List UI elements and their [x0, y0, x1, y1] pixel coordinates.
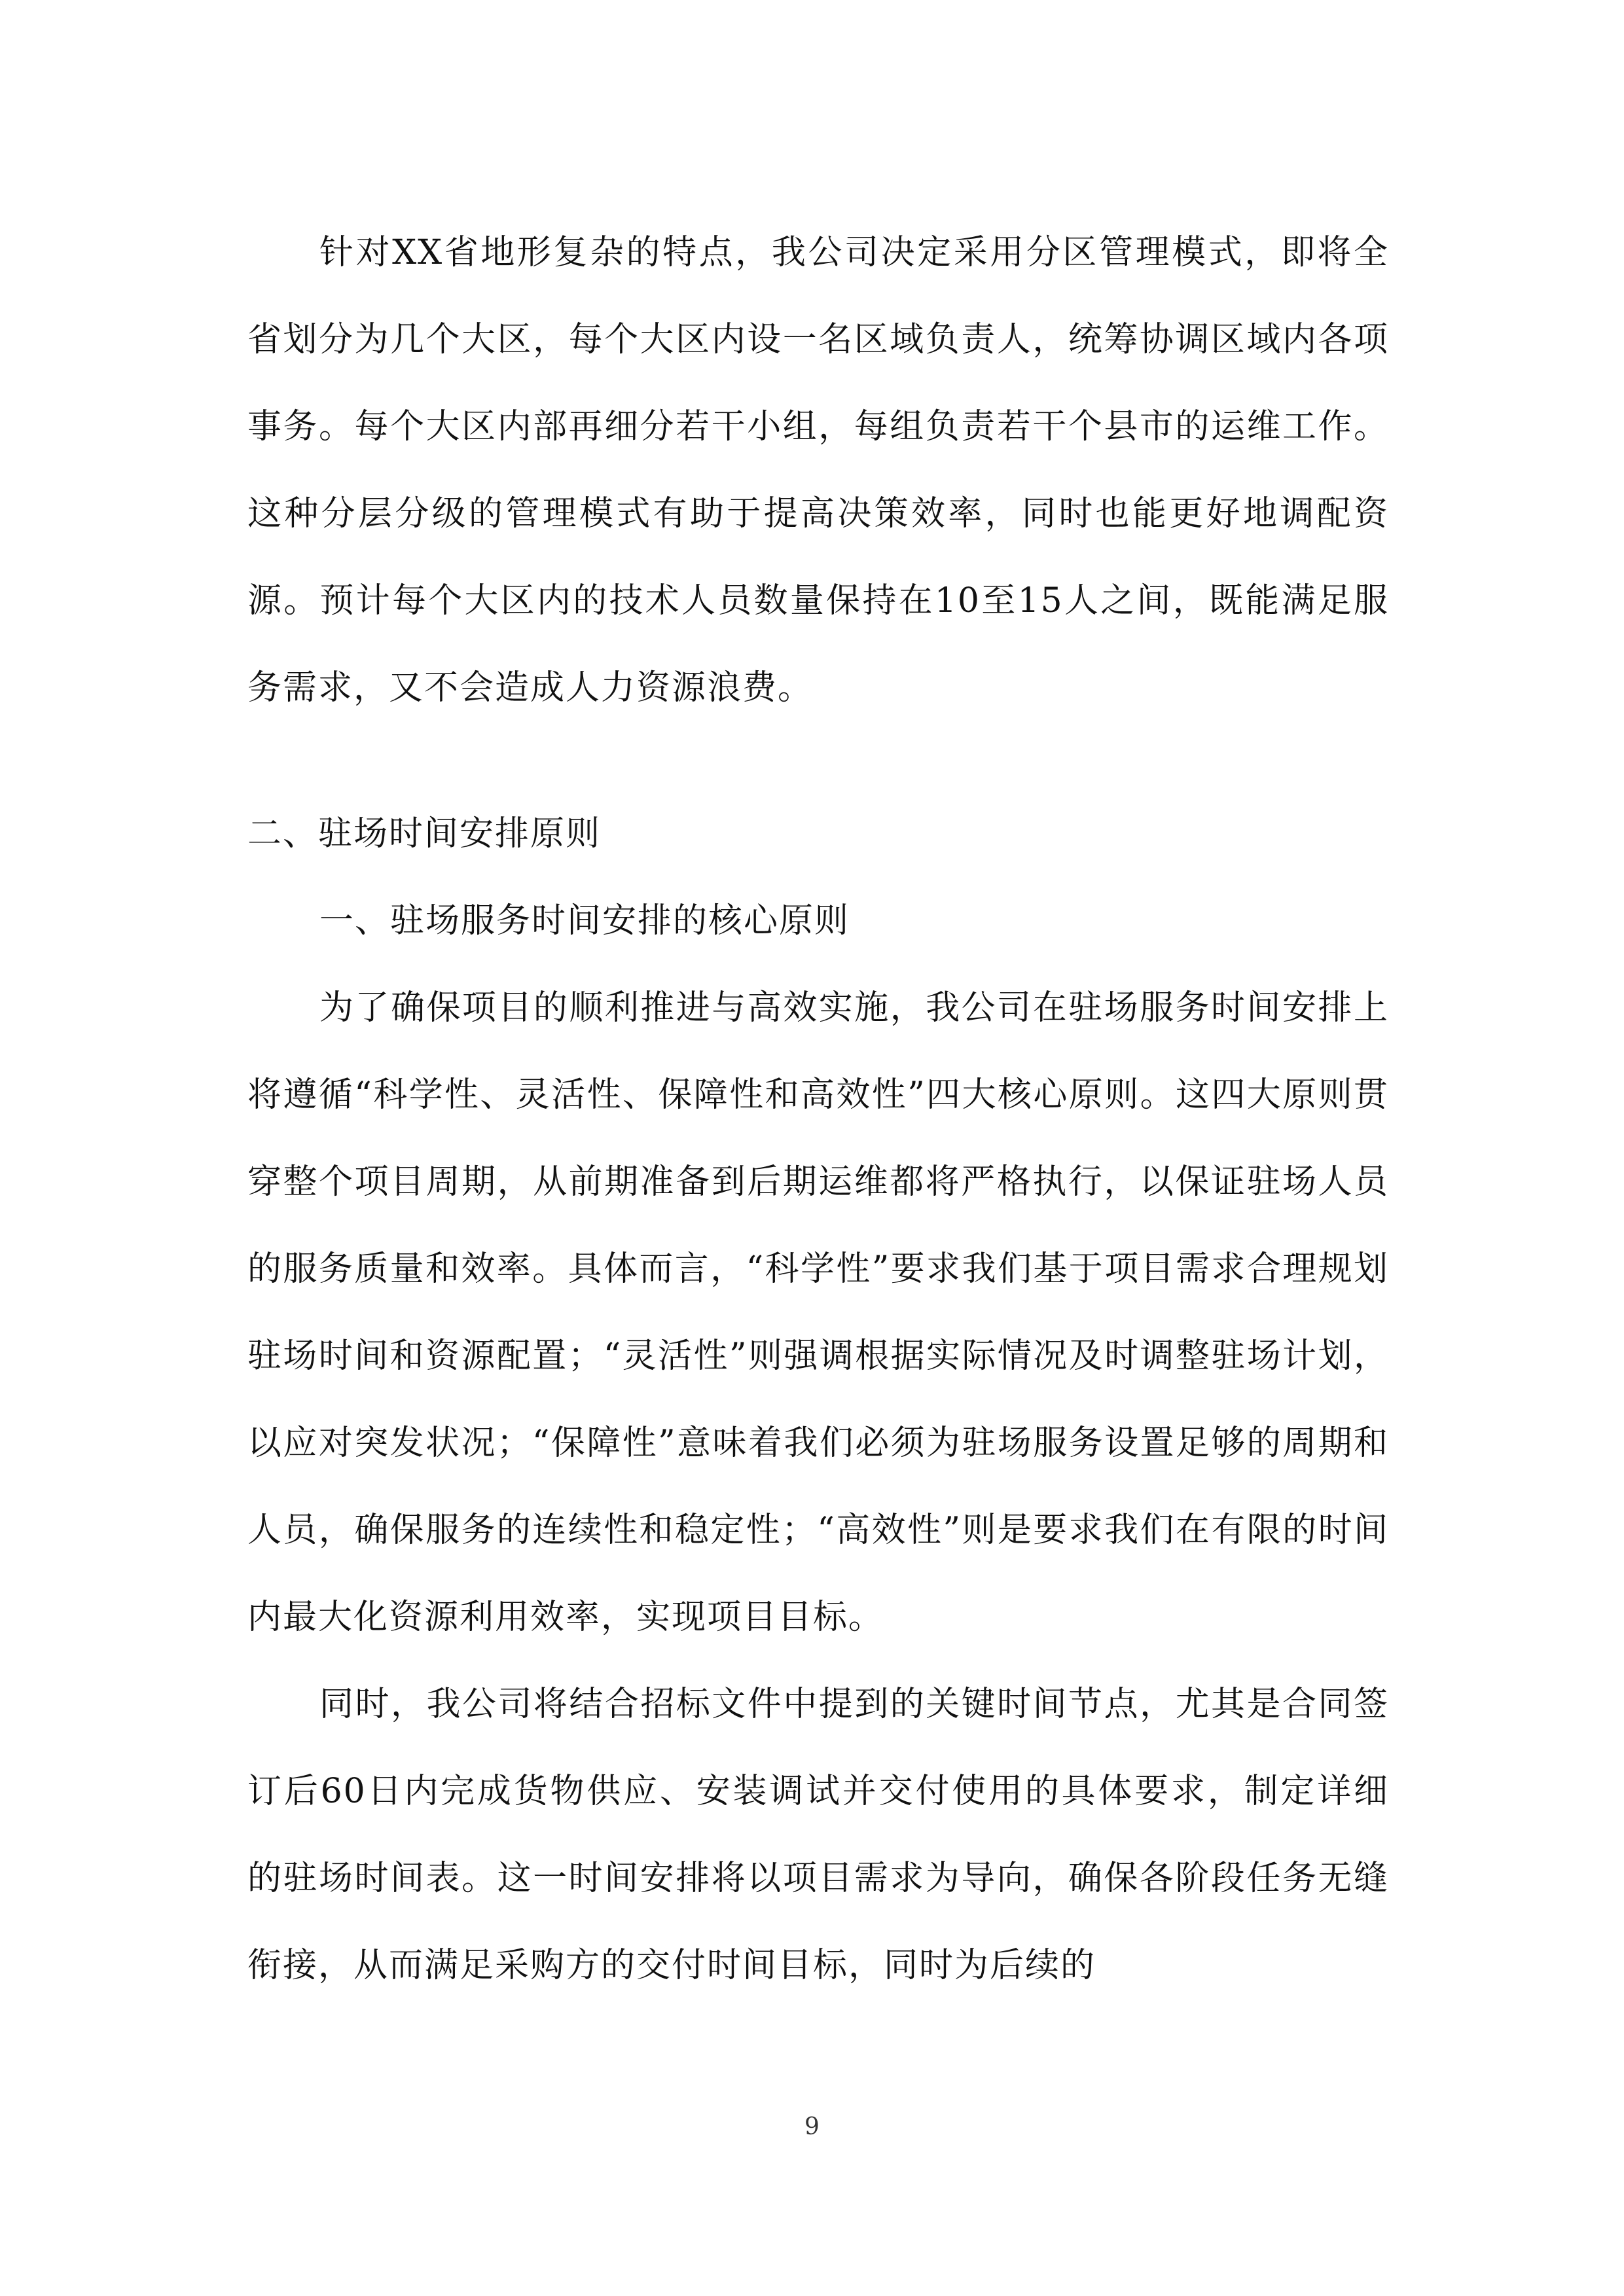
paragraph-regional-management: 针对XX省地形复杂的特点，我公司决定采用分区管理模式，即将全省划分为几个大区，每个大区内设一名区域负责人，统筹协调区域内各项事务。每个大区内部再细分若干小组，每组负责若干个县市的运维工作。这种分层分级的管理模式有助于提高决策效率，同时也能更好地调配资源。预计每个大区内的技术人员数量保持在10至15人之间，既能满足服务需求，又不会造成人力资源浪费。	[247, 233, 1389, 708]
section-spacer	[247, 732, 1389, 791]
section-heading: 二、驻场时间安排原则	[247, 814, 602, 853]
page-number: 9	[804, 2113, 820, 2140]
paragraph-schedule: 同时，我公司将结合招标文件中提到的关键时间节点，尤其是合同签订后60日内完成货物供应、安装调试并交付使用的具体要求，制定详细的驻场时间表。这一时间安排将以项目需求为导向，确保各阶段任务无缝衔接，从而满足采购方的交付时间目标，同时为后续的	[247, 1685, 1389, 1985]
page-body	[247, 209, 1389, 2009]
subsection-heading: 一、驻场服务时间安排的核心原则	[319, 901, 850, 941]
paragraph-core-principles: 为了确保项目的顺利推进与高效实施，我公司在驻场服务时间安排上将遵循“科学性、灵活性、保障性和高效性”四大核心原则。这四大原则贯穿整个项目周期，从前期准备到后期运维都将严格执行，以保证驻场人员的服务质量和效率。具体而言，“科学性”要求我们基于项目需求合理规划驻场时间和资源配置；“灵活性”则强调根据实际情况及时调整驻场计划，以应对突发状况；“保障性”意味着我们必须为驻场服务设置足够的周期和人员，确保服务的连续性和稳定性；“高效性”则是要求我们在有限的时间内最大化资源利用效率，实现项目目标。	[247, 988, 1389, 1637]
